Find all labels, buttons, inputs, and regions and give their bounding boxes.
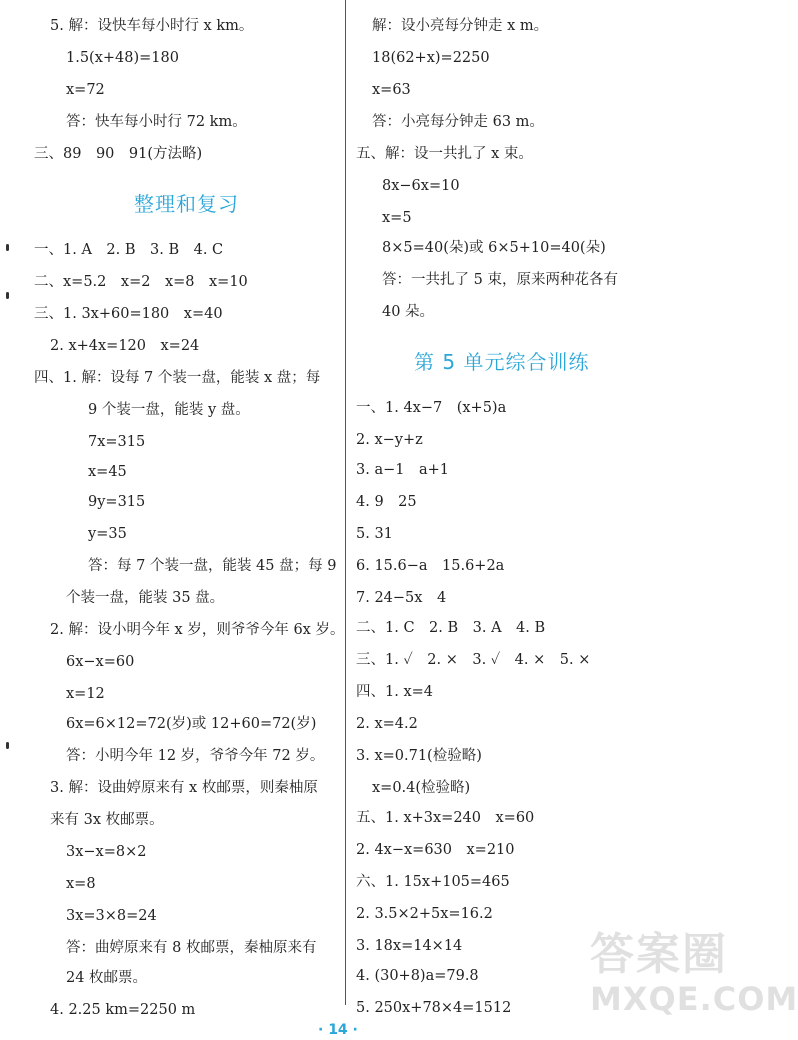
answer-line: 四、1. x=4 [356,684,433,700]
answer-line: 3. 18x=14×14 [356,938,463,954]
answer-line: 4. 9 25 [356,494,417,510]
answer-line: 5. 250x+78×4=1512 [356,1000,512,1016]
answer-line: 9y=315 [88,494,146,510]
answer-line: 3x=3×8=24 [66,908,157,924]
answer-line: 五、1. x+3x=240 x=60 [356,810,535,826]
answer-line: 2. 3.5×2+5x=16.2 [356,906,493,922]
column-divider [345,0,346,1005]
answer-line: x=45 [88,464,127,480]
answer-line: 答：快车每小时行 72 km。 [66,114,247,130]
answer-line: 3. x=0.71(检验略) [356,748,482,764]
answer-line: 8x−6x=10 [382,178,460,194]
answer-line: 24 枚邮票。 [66,970,148,986]
answer-line: y=35 [88,526,127,542]
answer-line: 2. x−y+z [356,432,423,448]
answer-line: 7. 24−5x 4 [356,590,447,606]
answer-line: 个装一盘，能装 35 盘。 [66,590,225,606]
answer-line: 答：小明今年 12 岁，爷爷今年 72 岁。 [66,748,325,764]
answer-line: 4. (30+8)a=79.8 [356,968,479,984]
answer-line: 一、1. 4x−7 (x+5)a [356,400,507,416]
answer-line: 四、1. 解：设每 7 个装一盘，能装 x 盘；每 [34,370,321,386]
answer-line: 3. a−1 a+1 [356,462,449,478]
answer-line: x=0.4(检验略) [372,780,471,796]
watermark [590,918,798,1028]
section-heading: 整理和复习 [134,192,239,216]
answer-line: 二、x=5.2 x=2 x=8 x=10 [34,274,248,290]
answer-line: 6x−x=60 [66,654,135,670]
answer-line: 8×5=40(朵)或 6×5+10=40(朵) [382,240,606,256]
answer-line: 2. 4x−x=630 x=210 [356,842,515,858]
page-number: · 14 · [318,1022,358,1038]
answer-line: 三、89 90 91(方法略) [34,146,203,162]
watermark-logo-text: 答案圈 [590,929,728,980]
answer-line: 1.5(x+48)=180 [66,50,179,66]
answer-line: 18(62+x)=2250 [372,50,490,66]
watermark-url: MXQE.COM [590,980,798,1018]
answer-line: x=5 [382,210,412,226]
answer-line: x=12 [66,686,105,702]
answer-line: 7x=315 [88,434,146,450]
answer-line: 5. 解：设快车每小时行 x km。 [50,18,254,34]
answer-line: x=72 [66,82,105,98]
answer-line: 五、解：设一共扎了 x 束。 [356,146,533,162]
scan-mark [6,292,9,299]
answer-line: 2. x+4x=120 x=24 [50,338,200,354]
answer-line: 3. 解：设曲婷原来有 x 枚邮票，则秦柚原 [50,780,318,796]
scan-mark [6,742,9,749]
answer-line: 三、1. ✓ 2. × 3. ✓ 4. × 5. × [356,652,591,668]
answer-line: 40 朵。 [382,304,435,320]
answer-line: 6x=6×12=72(岁)或 12+60=72(岁) [66,716,317,732]
answer-line: 2. 解：设小明今年 x 岁，则爷爷今年 6x 岁。 [50,622,345,638]
answer-line: 2. x=4.2 [356,716,418,732]
answer-line: 3x−x=8×2 [66,844,147,860]
section-heading: 第 5 单元综合训练 [414,350,590,374]
answer-line: 6. 15.6−a 15.6+2a [356,558,505,574]
answer-line: 二、1. C 2. B 3. A 4. B [356,620,546,636]
answer-line: 4. 2.25 km=2250 m [50,1002,196,1018]
answer-line: 来有 3x 枚邮票。 [50,812,164,828]
answer-line: 解：设小亮每分钟走 x m。 [372,18,549,34]
answer-line: 答：每 7 个装一盘，能装 45 盘；每 9 [88,558,337,574]
answer-line: 答：一共扎了 5 束，原来两种花各有 [382,272,618,288]
answer-line: 三、1. 3x+60=180 x=40 [34,306,223,322]
answer-line: 答：小亮每分钟走 63 m。 [372,114,544,130]
answer-line: 答：曲婷原来有 8 枚邮票，秦柚原来有 [66,940,317,956]
answer-line: x=63 [372,82,411,98]
answer-line: 9 个装一盘，能装 y 盘。 [88,402,250,418]
answer-line: 5. 31 [356,526,393,542]
answer-line: 六、1. 15x+105=465 [356,874,510,890]
scan-mark [6,244,9,251]
answer-line: 一、1. A 2. B 3. B 4. C [34,242,224,258]
answer-line: x=8 [66,876,96,892]
